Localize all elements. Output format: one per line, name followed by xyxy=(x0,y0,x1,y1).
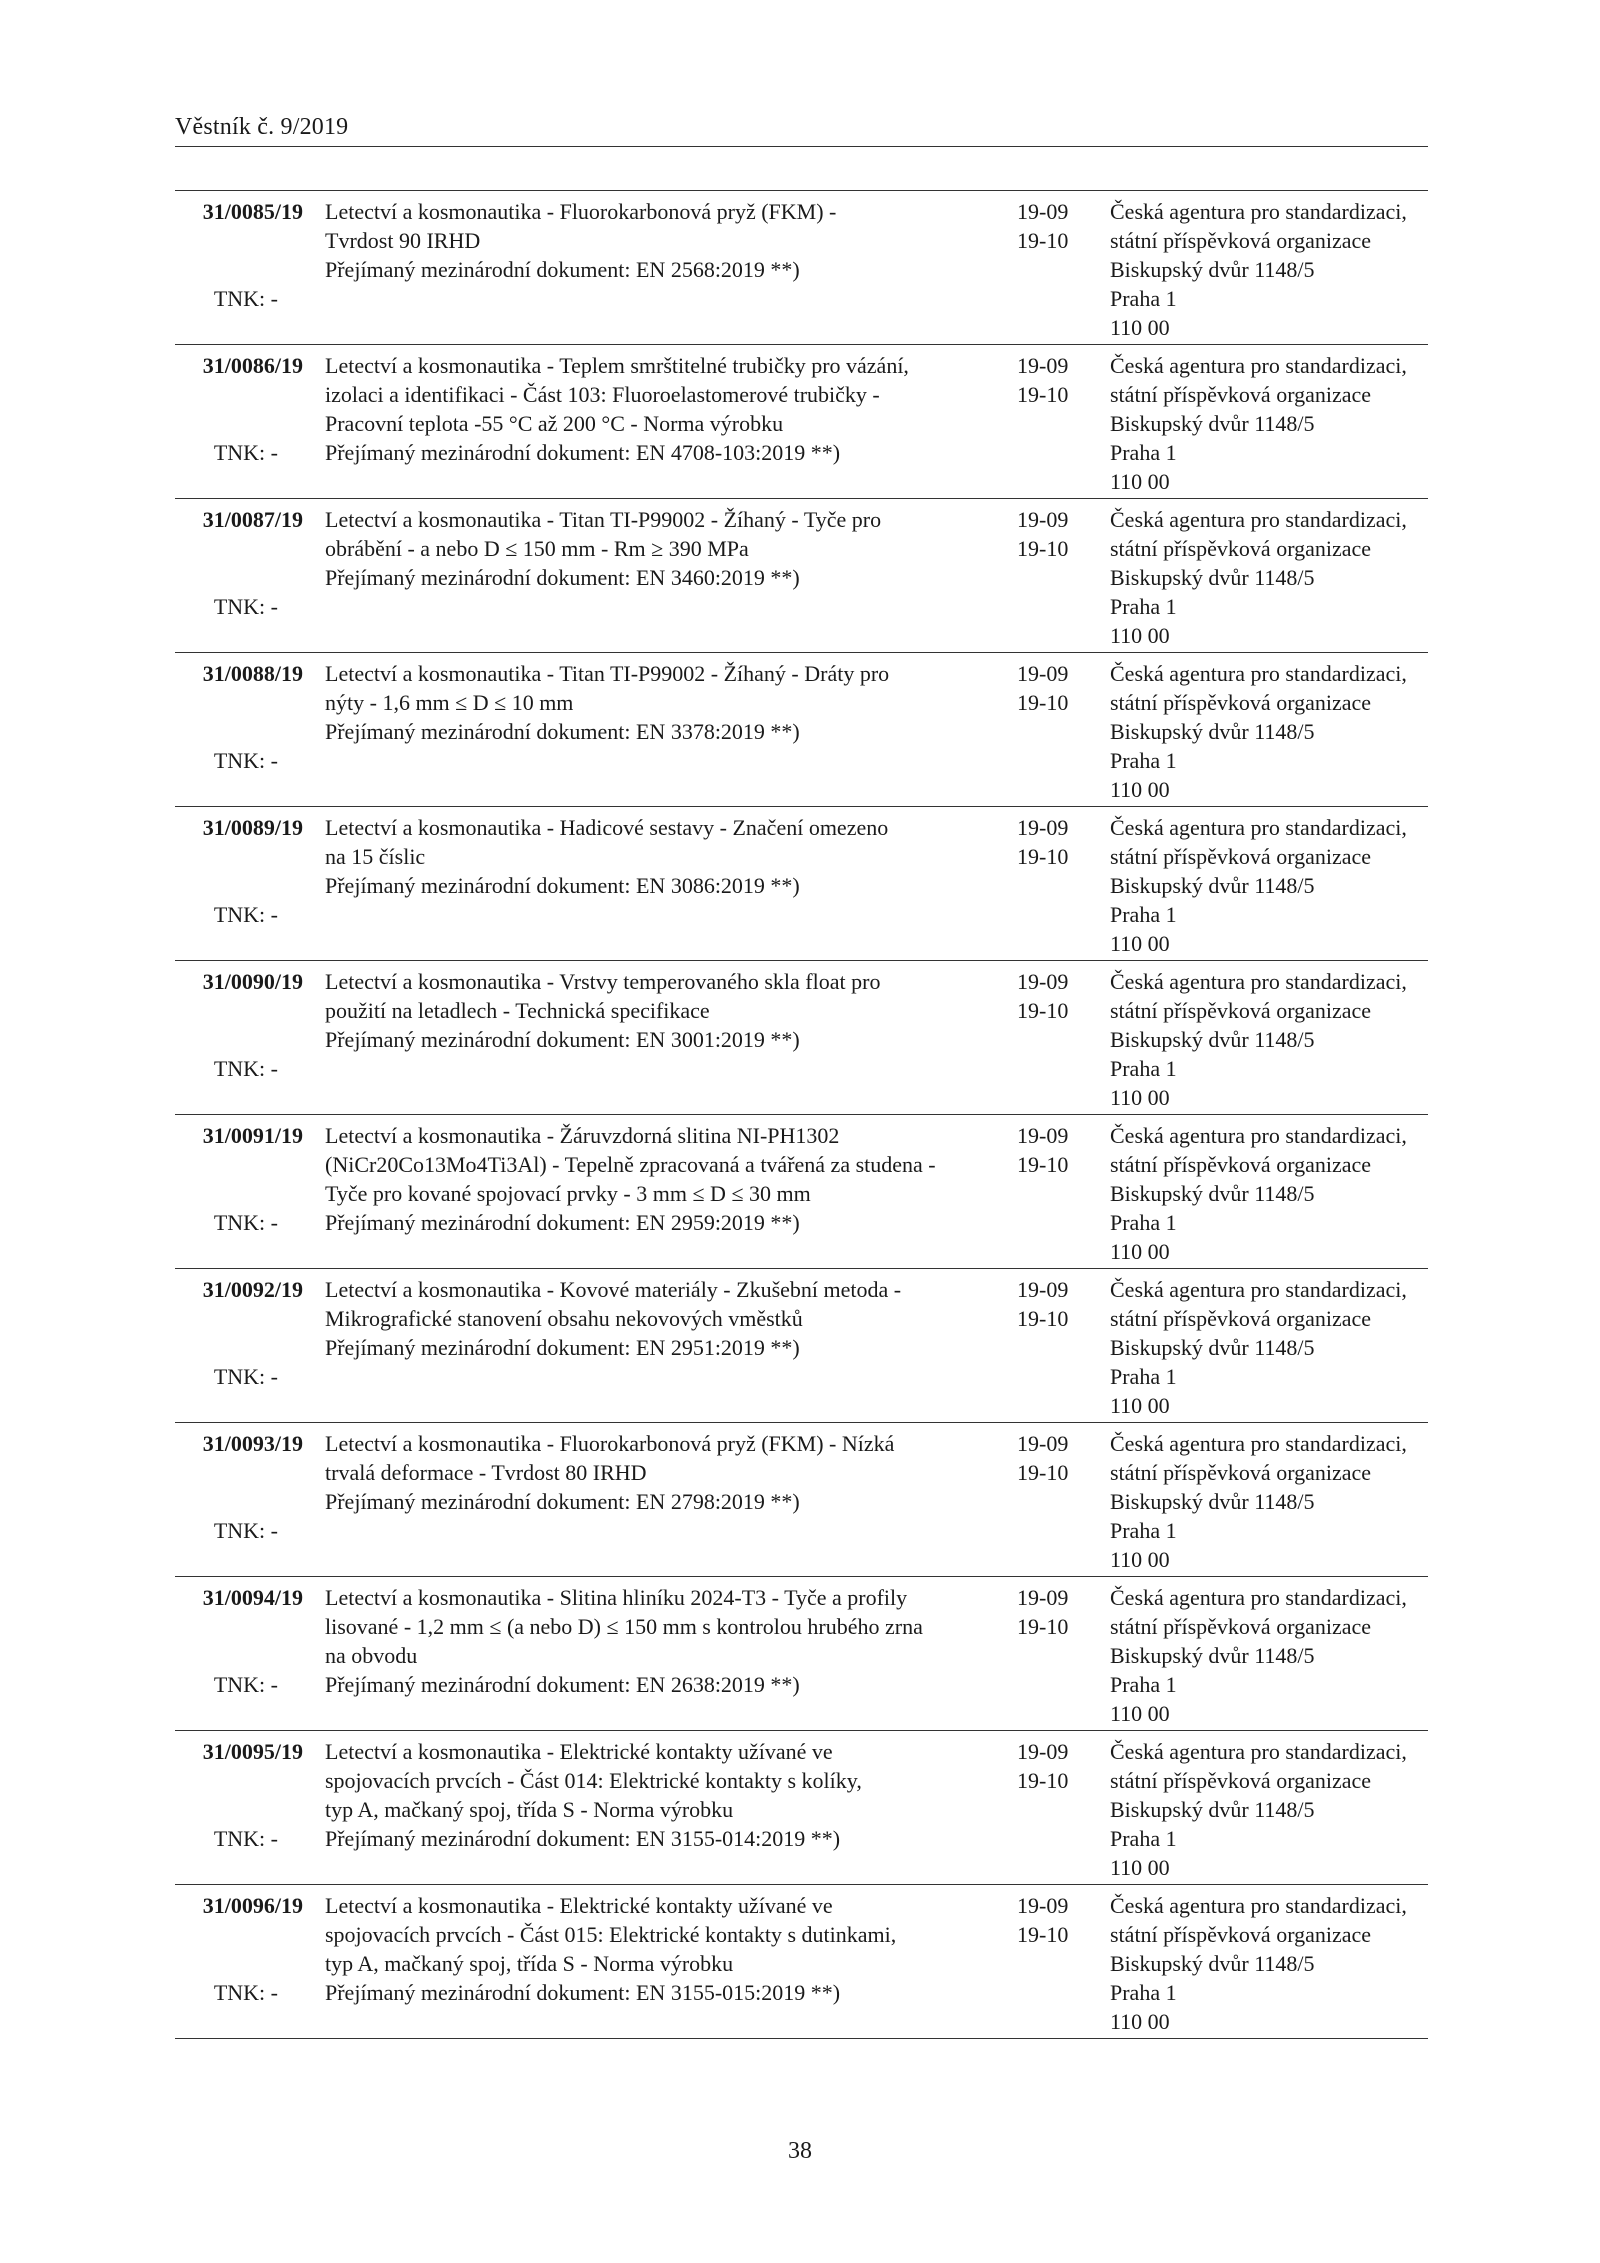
entry-organization-cell xyxy=(1110,1429,1428,1574)
entry-title-line: použití na letadlech - Technická specifikace xyxy=(325,998,710,1023)
entry-date: 19-09 xyxy=(1017,199,1069,224)
entry-organization-line: Biskupský dvůr 1148/5 xyxy=(1110,565,1315,590)
entry-organization-line: Biskupský dvůr 1148/5 xyxy=(1110,411,1315,436)
entry-title-line: trvalá deformace - Tvrdost 80 IRHD xyxy=(325,1460,647,1485)
table-row xyxy=(175,807,1428,961)
entry-title-cell xyxy=(325,505,990,646)
entry-organization-line: Česká agentura pro standardizaci, xyxy=(1110,199,1407,224)
entry-organization-line: Česká agentura pro standardizaci, xyxy=(1110,1123,1407,1148)
entry-organization-line: Biskupský dvůr 1148/5 xyxy=(1110,1027,1315,1052)
entry-organization-line: Biskupský dvůr 1148/5 xyxy=(1110,1797,1315,1822)
entry-date: 19-10 xyxy=(1017,1614,1069,1639)
entry-organization-line: státní příspěvková organizace xyxy=(1110,1152,1372,1177)
entry-title-line: Letectví a kosmonautika - Titan TI-P99002 - Žíhaný - Dráty pro xyxy=(325,661,890,686)
entry-number: 31/0087/19 xyxy=(202,507,303,532)
entry-organization-line: Česká agentura pro standardizaci, xyxy=(1110,1739,1407,1764)
entry-tnk: TNK: - xyxy=(213,902,278,927)
entry-organization-cell xyxy=(1110,1891,1428,2036)
entry-title-line: typ A, mačkaný spoj, třída S - Norma výrobku xyxy=(325,1797,734,1822)
entry-title-line: Letectví a kosmonautika - Elektrické kontakty užívané ve xyxy=(325,1739,833,1764)
entry-organization-cell xyxy=(1110,1121,1428,1266)
entry-title-cell xyxy=(325,1891,990,2032)
entry-organization-line: Praha 1 xyxy=(1110,1672,1177,1697)
entry-id-cell xyxy=(175,197,303,338)
entry-title-line: Přejímaný mezinárodní dokument: EN 2959:2019 **) xyxy=(325,1210,800,1235)
entry-organization-line: Praha 1 xyxy=(1110,1826,1177,1851)
entry-date: 19-09 xyxy=(1017,1277,1069,1302)
entry-organization-line: Česká agentura pro standardizaci, xyxy=(1110,1431,1407,1456)
entry-date: 19-10 xyxy=(1017,382,1069,407)
entry-organization-cell xyxy=(1110,351,1428,496)
entry-id-cell xyxy=(175,351,303,492)
entry-dates-cell xyxy=(1017,1737,1097,1795)
entry-title-line: Tvrdost 90 IRHD xyxy=(325,228,481,253)
entry-title-line: Letectví a kosmonautika - Elektrické kontakty užívané ve xyxy=(325,1893,833,1918)
table-row xyxy=(175,961,1428,1115)
entry-date: 19-10 xyxy=(1017,1306,1069,1331)
entry-organization-line: Biskupský dvůr 1148/5 xyxy=(1110,719,1315,744)
entry-organization-cell xyxy=(1110,967,1428,1112)
entry-title-line: Letectví a kosmonautika - Slitina hliníku 2024-T3 - Tyče a profily xyxy=(325,1585,908,1610)
entry-organization-line: 110 00 xyxy=(1110,777,1170,802)
entry-title-line: spojovacích prvcích - Část 015: Elektrické kontakty s dutinkami, xyxy=(325,1922,897,1947)
entry-date: 19-09 xyxy=(1017,1431,1069,1456)
entry-tnk: TNK: - xyxy=(213,1210,278,1235)
entry-title-line: lisované - 1,2 mm ≤ (a nebo D) ≤ 150 mm s kontrolou hrubého zrna xyxy=(325,1614,923,1639)
entry-date: 19-10 xyxy=(1017,536,1069,561)
entry-dates-cell xyxy=(1017,197,1097,255)
entry-number: 31/0092/19 xyxy=(202,1277,303,1302)
entry-date: 19-10 xyxy=(1017,1922,1069,1947)
entry-title-line: Letectví a kosmonautika - Titan TI-P99002 - Žíhaný - Tyče pro xyxy=(325,507,882,532)
entry-organization-line: Česká agentura pro standardizaci, xyxy=(1110,353,1407,378)
entry-number: 31/0096/19 xyxy=(202,1893,303,1918)
entry-title-cell xyxy=(325,1275,990,1416)
entry-organization-line: Praha 1 xyxy=(1110,286,1177,311)
entry-title-cell xyxy=(325,1583,990,1724)
entry-title-line: na obvodu xyxy=(325,1643,418,1668)
entry-date: 19-09 xyxy=(1017,353,1069,378)
entry-tnk: TNK: - xyxy=(213,440,278,465)
entry-organization-line: 110 00 xyxy=(1110,623,1170,648)
table-row xyxy=(175,191,1428,345)
entry-organization-line: 110 00 xyxy=(1110,1855,1170,1880)
entry-number: 31/0089/19 xyxy=(202,815,303,840)
entry-id-cell xyxy=(175,659,303,800)
entry-tnk: TNK: - xyxy=(213,1056,278,1081)
entry-tnk: TNK: - xyxy=(213,1364,278,1389)
entry-id-cell xyxy=(175,1121,303,1262)
entry-date: 19-10 xyxy=(1017,1460,1069,1485)
entry-title-cell xyxy=(325,197,990,338)
entry-title-line: Přejímaný mezinárodní dokument: EN 3460:2019 **) xyxy=(325,565,800,590)
entry-title-line: izolaci a identifikaci - Část 103: Fluoroelastomerové trubičky - xyxy=(325,382,880,407)
entry-title-cell xyxy=(325,351,990,492)
entry-title-line: Přejímaný mezinárodní dokument: EN 3155-015:2019 **) xyxy=(325,1980,841,2005)
entry-number: 31/0086/19 xyxy=(202,353,303,378)
entry-organization-line: Česká agentura pro standardizaci, xyxy=(1110,815,1407,840)
entry-title-line: Letectví a kosmonautika - Fluorokarbonová pryž (FKM) - xyxy=(325,199,837,224)
entry-title-line: typ A, mačkaný spoj, třída S - Norma výrobku xyxy=(325,1951,734,1976)
entry-organization-cell xyxy=(1110,197,1428,342)
entry-organization-cell xyxy=(1110,1583,1428,1728)
entry-organization-line: státní příspěvková organizace xyxy=(1110,382,1372,407)
entry-organization-cell xyxy=(1110,813,1428,958)
entry-organization-line: státní příspěvková organizace xyxy=(1110,844,1372,869)
entry-id-cell xyxy=(175,1891,303,2032)
entry-title-line: Letectví a kosmonautika - Kovové materiály - Zkušební metoda - xyxy=(325,1277,902,1302)
entry-organization-line: 110 00 xyxy=(1110,931,1170,956)
entry-title-line: Letectví a kosmonautika - Vrstvy temperovaného skla float pro xyxy=(325,969,881,994)
table-row xyxy=(175,1577,1428,1731)
entry-organization-line: státní příspěvková organizace xyxy=(1110,228,1372,253)
entry-title-line: Přejímaný mezinárodní dokument: EN 2951:2019 **) xyxy=(325,1335,800,1360)
entry-organization-cell xyxy=(1110,1275,1428,1420)
entry-date: 19-09 xyxy=(1017,1585,1069,1610)
entry-date: 19-10 xyxy=(1017,690,1069,715)
entry-dates-cell xyxy=(1017,1891,1097,1949)
standards-table xyxy=(175,190,1428,2039)
entry-organization-line: státní příspěvková organizace xyxy=(1110,1614,1372,1639)
entry-organization-line: 110 00 xyxy=(1110,1085,1170,1110)
entry-organization-line: Biskupský dvůr 1148/5 xyxy=(1110,873,1315,898)
entry-tnk: TNK: - xyxy=(213,1672,278,1697)
entry-tnk: TNK: - xyxy=(213,1980,278,2005)
entry-title-line: Přejímaný mezinárodní dokument: EN 2638:2019 **) xyxy=(325,1672,800,1697)
entry-organization-line: Praha 1 xyxy=(1110,902,1177,927)
entry-title-line: Přejímaný mezinárodní dokument: EN 3155-014:2019 **) xyxy=(325,1826,841,1851)
entry-title-line: Přejímaný mezinárodní dokument: EN 3001:2019 **) xyxy=(325,1027,800,1052)
entry-title-line: Přejímaný mezinárodní dokument: EN 2798:2019 **) xyxy=(325,1489,800,1514)
entry-organization-line: Biskupský dvůr 1148/5 xyxy=(1110,257,1315,282)
entry-tnk: TNK: - xyxy=(213,286,278,311)
page-number: 38 xyxy=(788,2138,812,2164)
table-row xyxy=(175,1269,1428,1423)
entry-number: 31/0095/19 xyxy=(202,1739,303,1764)
entry-organization-line: 110 00 xyxy=(1110,1547,1170,1572)
entry-number: 31/0093/19 xyxy=(202,1431,303,1456)
entry-organization-cell xyxy=(1110,505,1428,650)
entry-tnk: TNK: - xyxy=(213,748,278,773)
entry-organization-line: 110 00 xyxy=(1110,1393,1170,1418)
entry-organization-line: 110 00 xyxy=(1110,469,1170,494)
entry-organization-line: Česká agentura pro standardizaci, xyxy=(1110,1277,1407,1302)
entry-organization-line: 110 00 xyxy=(1110,1701,1170,1726)
entry-dates-cell xyxy=(1017,1121,1097,1179)
entry-date: 19-10 xyxy=(1017,228,1069,253)
entry-title-line: Letectví a kosmonautika - Fluorokarbonová pryž (FKM) - Nízká xyxy=(325,1431,895,1456)
entry-organization-line: Česká agentura pro standardizaci, xyxy=(1110,1893,1407,1918)
entry-date: 19-10 xyxy=(1017,1152,1069,1177)
table-row xyxy=(175,345,1428,499)
entry-title-cell xyxy=(325,1121,990,1262)
entry-title-line: (NiCr20Co13Mo4Ti3Al) - Tepelně zpracovaná a tvářená za studena - xyxy=(325,1152,936,1177)
entry-organization-line: státní příspěvková organizace xyxy=(1110,998,1372,1023)
table-row xyxy=(175,1115,1428,1269)
entry-organization-line: Biskupský dvůr 1148/5 xyxy=(1110,1335,1315,1360)
entry-date: 19-09 xyxy=(1017,507,1069,532)
entry-organization-line: Biskupský dvůr 1148/5 xyxy=(1110,1181,1315,1206)
entry-organization-line: Biskupský dvůr 1148/5 xyxy=(1110,1951,1315,1976)
entry-date: 19-09 xyxy=(1017,1739,1069,1764)
table-row xyxy=(175,1423,1428,1577)
entry-number: 31/0090/19 xyxy=(202,969,303,994)
table-row xyxy=(175,1885,1428,2039)
entry-tnk: TNK: - xyxy=(213,1826,278,1851)
entry-title-line: nýty - 1,6 mm ≤ D ≤ 10 mm xyxy=(325,690,574,715)
entry-organization-line: Česká agentura pro standardizaci, xyxy=(1110,969,1407,994)
entry-title-line: spojovacích prvcích - Část 014: Elektrické kontakty s kolíky, xyxy=(325,1768,862,1793)
entry-tnk: TNK: - xyxy=(213,1518,278,1543)
entry-organization-line: Biskupský dvůr 1148/5 xyxy=(1110,1643,1315,1668)
entry-id-cell xyxy=(175,967,303,1108)
entry-organization-line: Biskupský dvůr 1148/5 xyxy=(1110,1489,1315,1514)
table-row xyxy=(175,499,1428,653)
entry-date: 19-09 xyxy=(1017,1893,1069,1918)
entry-title-line: Mikrografické stanovení obsahu nekovových vměstků xyxy=(325,1306,803,1331)
entry-id-cell xyxy=(175,1429,303,1570)
entry-dates-cell xyxy=(1017,505,1097,563)
entry-title-line: Letectví a kosmonautika - Hadicové sestavy - Značení omezeno xyxy=(325,815,889,840)
entry-organization-line: státní příspěvková organizace xyxy=(1110,1768,1372,1793)
entry-number: 31/0088/19 xyxy=(202,661,303,686)
entry-organization-line: Česká agentura pro standardizaci, xyxy=(1110,507,1407,532)
entry-organization-line: Praha 1 xyxy=(1110,1210,1177,1235)
entry-date: 19-09 xyxy=(1017,661,1069,686)
entry-organization-line: Praha 1 xyxy=(1110,1056,1177,1081)
entry-tnk: TNK: - xyxy=(213,594,278,619)
entry-title-cell xyxy=(325,1737,990,1878)
table-row xyxy=(175,1731,1428,1885)
entry-organization-line: státní příspěvková organizace xyxy=(1110,536,1372,561)
entry-id-cell xyxy=(175,505,303,646)
entry-title-line: Přejímaný mezinárodní dokument: EN 4708-103:2019 **) xyxy=(325,440,841,465)
entry-organization-cell xyxy=(1110,659,1428,804)
entry-title-line: obrábění - a nebo D ≤ 150 mm - Rm ≥ 390 MPa xyxy=(325,536,749,561)
entry-number: 31/0094/19 xyxy=(202,1585,303,1610)
entry-organization-line: státní příspěvková organizace xyxy=(1110,1922,1372,1947)
entry-title-cell xyxy=(325,813,990,954)
entry-date: 19-10 xyxy=(1017,1768,1069,1793)
entry-title-cell xyxy=(325,659,990,800)
entry-id-cell xyxy=(175,1583,303,1724)
entry-title-line: Přejímaný mezinárodní dokument: EN 3378:2019 **) xyxy=(325,719,800,744)
entry-dates-cell xyxy=(1017,1583,1097,1641)
entry-organization-line: 110 00 xyxy=(1110,315,1170,340)
entry-title-line: Letectví a kosmonautika - Teplem smrštitelné trubičky pro vázání, xyxy=(325,353,909,378)
entry-date: 19-10 xyxy=(1017,998,1069,1023)
entry-dates-cell xyxy=(1017,1429,1097,1487)
entry-id-cell xyxy=(175,813,303,954)
entry-title-line: Pracovní teplota -55 °C až 200 °C - Norma výrobku xyxy=(325,411,784,436)
table-row xyxy=(175,653,1428,807)
entry-organization-line: Praha 1 xyxy=(1110,1980,1177,2005)
entry-dates-cell xyxy=(1017,659,1097,717)
entry-number: 31/0091/19 xyxy=(202,1123,303,1148)
entry-organization-line: 110 00 xyxy=(1110,1239,1170,1264)
entry-title-line: na 15 číslic xyxy=(325,844,426,869)
entry-organization-line: 110 00 xyxy=(1110,2009,1170,2034)
entry-organization-line: Česká agentura pro standardizaci, xyxy=(1110,1585,1407,1610)
entry-dates-cell xyxy=(1017,813,1097,871)
entry-organization-line: Praha 1 xyxy=(1110,440,1177,465)
entry-dates-cell xyxy=(1017,351,1097,409)
entry-date: 19-09 xyxy=(1017,815,1069,840)
entry-dates-cell xyxy=(1017,1275,1097,1333)
entry-title-line: Přejímaný mezinárodní dokument: EN 3086:2019 **) xyxy=(325,873,800,898)
entry-organization-line: Česká agentura pro standardizaci, xyxy=(1110,661,1407,686)
entry-id-cell xyxy=(175,1275,303,1416)
entry-title-line: Letectví a kosmonautika - Žáruvzdorná slitina NI-PH1302 xyxy=(325,1123,840,1148)
entry-organization-line: státní příspěvková organizace xyxy=(1110,690,1372,715)
entry-title-line: Přejímaný mezinárodní dokument: EN 2568:2019 **) xyxy=(325,257,800,282)
entry-title-cell xyxy=(325,1429,990,1570)
entry-number: 31/0085/19 xyxy=(202,199,303,224)
entry-organization-line: Praha 1 xyxy=(1110,748,1177,773)
entry-organization-line: státní příspěvková organizace xyxy=(1110,1460,1372,1485)
entry-id-cell xyxy=(175,1737,303,1878)
entry-date: 19-09 xyxy=(1017,969,1069,994)
entry-organization-line: Praha 1 xyxy=(1110,1364,1177,1389)
entry-organization-line: státní příspěvková organizace xyxy=(1110,1306,1372,1331)
entry-title-line: Tyče pro kované spojovací prvky - 3 mm ≤ D ≤ 30 mm xyxy=(325,1181,811,1206)
publication-title: Věstník č. 9/2019 xyxy=(175,114,349,140)
entry-organization-line: Praha 1 xyxy=(1110,1518,1177,1543)
entry-title-cell xyxy=(325,967,990,1108)
entry-organization-cell xyxy=(1110,1737,1428,1882)
entry-dates-cell xyxy=(1017,967,1097,1025)
entry-organization-line: Praha 1 xyxy=(1110,594,1177,619)
page-header xyxy=(175,112,1428,147)
entry-date: 19-10 xyxy=(1017,844,1069,869)
entry-date: 19-09 xyxy=(1017,1123,1069,1148)
